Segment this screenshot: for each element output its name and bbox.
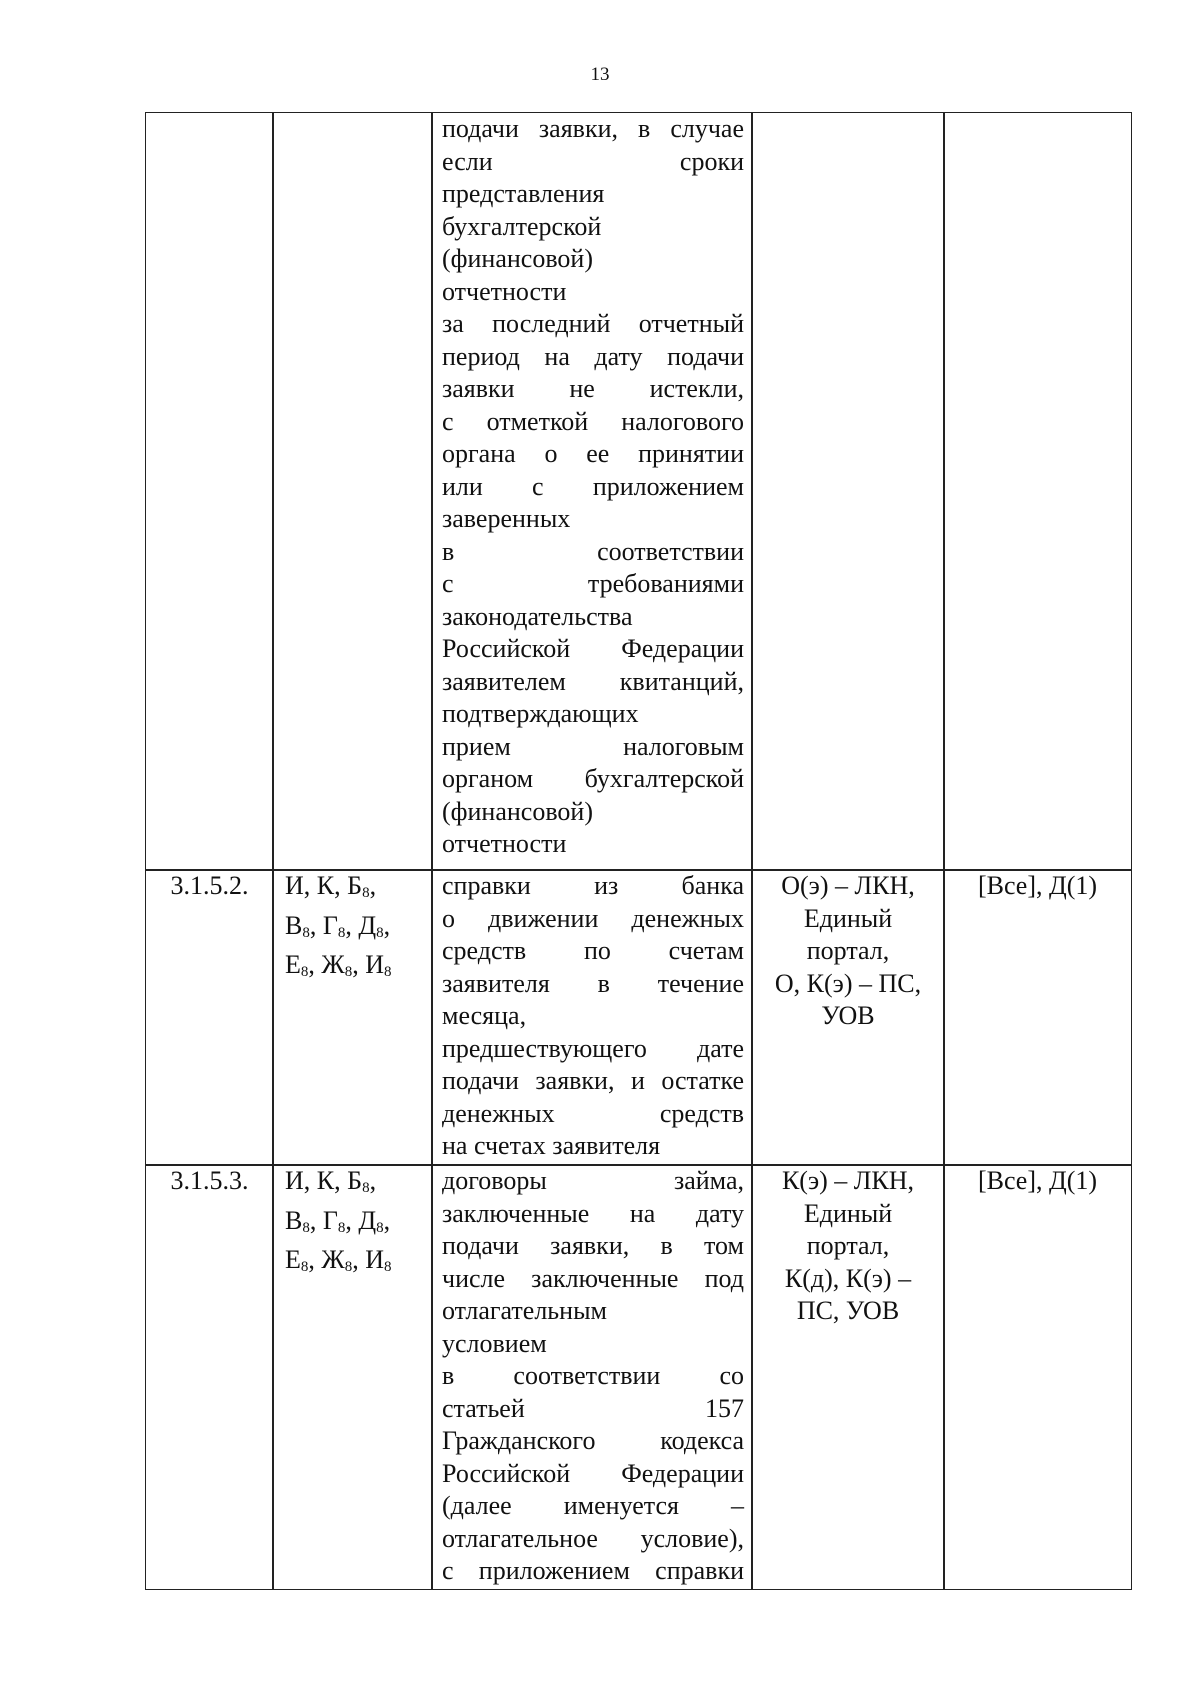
description-line: условием (442, 1328, 547, 1358)
submission-line: О(э) – ЛКН, (781, 871, 915, 900)
description-line: Российской Федерации (442, 1458, 744, 1488)
description-line: период на дату подачи (442, 341, 744, 371)
row-1-number-cell (145, 112, 274, 871)
description-line: (далее именуется – (442, 1491, 744, 1520)
code-text: , (383, 910, 391, 940)
code-subscript: 8 (337, 1219, 346, 1236)
description-line: Гражданского кодекса (442, 1426, 744, 1455)
code-text: , Ж (308, 1245, 345, 1274)
code-text: , Д (345, 910, 377, 940)
description-line: отлагательным (442, 1296, 607, 1325)
row-3-description-cell (431, 1164, 753, 1590)
row-2-description-cell (431, 869, 753, 1166)
submission-line: К(э) – ЛКН, (781, 1166, 915, 1195)
code-subscript: 8 (383, 964, 392, 980)
code-text: , И (352, 1245, 384, 1274)
description-line: отчетности (442, 829, 567, 858)
code-text: Е (285, 950, 301, 979)
codes-line (285, 1205, 424, 1245)
row-1-codes-cell (272, 112, 433, 871)
code-text: , Д (345, 1205, 377, 1235)
submission-line: портал, (806, 1231, 890, 1260)
code-subscript: 8 (344, 964, 353, 980)
submission-line: портал, (806, 936, 890, 965)
description-line: заявки не истекли, (442, 374, 744, 403)
code-text: , Г (309, 1205, 338, 1235)
submission-line: Единый (803, 1198, 893, 1228)
page-number: 13 (590, 64, 610, 85)
description-line: (финансовой) (442, 244, 593, 273)
row-2-submission-cell (751, 869, 945, 1166)
submission-line: ПС, УОВ (796, 1296, 900, 1325)
description-line: с отметкой налогового (442, 406, 744, 436)
codes-line (285, 870, 424, 910)
row-3-codes-cell (272, 1164, 433, 1590)
code-text: , (369, 871, 377, 900)
description-line: договоры займа, (442, 1166, 744, 1195)
row-1-submission-cell (751, 112, 945, 871)
code-text: В (285, 910, 303, 940)
row-3-submission-cell (751, 1164, 945, 1590)
description-line: подачи заявки, в том (442, 1231, 744, 1260)
row-2-access-cell: [Все], Д(1) (943, 869, 1132, 1166)
code-subscript: 8 (337, 924, 346, 941)
code-text: И, К, Б (285, 1166, 363, 1195)
description-line: заявителя в течение (442, 968, 744, 998)
description-line: органом бухгалтерской (442, 764, 744, 793)
description-line: денежных средств (442, 1098, 744, 1128)
codes-line (285, 1165, 424, 1205)
description-line: бухгалтерской (442, 211, 602, 241)
description-line: отчетности (442, 276, 567, 306)
description-line: на счетах заявителя (442, 1131, 661, 1160)
description-line: с приложением справки (442, 1556, 744, 1585)
description-line: представления (442, 179, 605, 208)
code-text: , И (352, 950, 384, 979)
description-line: законодательства (442, 601, 633, 631)
row-2-codes-cell (272, 869, 433, 1166)
code-subscript: 8 (302, 1219, 310, 1236)
code-subscript: 8 (344, 1259, 353, 1275)
description-line: за последний отчетный (442, 309, 744, 338)
description-line: в соответствии со (442, 1361, 744, 1390)
submission-line: К(д), К(э) – (784, 1263, 912, 1293)
row-1-access-cell (943, 112, 1132, 871)
description-line: заключенные на дату (442, 1198, 744, 1228)
description-line: (финансовой) (442, 796, 593, 826)
description-line: предшествующего дате (442, 1033, 744, 1063)
description-line: заверенных (442, 504, 571, 533)
description-line: в соответствии (442, 536, 744, 566)
description-line: подачи заявки, и остатке (442, 1066, 744, 1095)
code-subscript: 8 (362, 885, 370, 901)
row-2-number-cell: 3.1.5.2. (145, 869, 274, 1166)
description-line: подтверждающих (442, 699, 639, 728)
codes-line (285, 1244, 424, 1284)
code-subscript: 8 (300, 964, 309, 980)
description-line: если сроки (442, 146, 744, 176)
codes-line (285, 910, 424, 950)
description-line: с требованиями (442, 569, 744, 598)
code-subscript: 8 (376, 924, 384, 941)
codes-line (285, 949, 424, 989)
code-text: , (383, 1205, 391, 1235)
submission-line: УОВ (821, 1001, 875, 1030)
code-subscript: 8 (302, 924, 310, 941)
code-text: , Ж (308, 950, 345, 979)
description-line: справки из банка (442, 871, 744, 900)
description-line: статьей 157 (442, 1393, 744, 1423)
row-1-description-cell (431, 112, 753, 871)
description-line: средств по счетам (442, 936, 744, 965)
description-line: о движении денежных (442, 903, 744, 933)
code-text: , Г (309, 910, 338, 940)
submission-line: Единый (803, 903, 893, 933)
row-3-access-cell: [Все], Д(1) (943, 1164, 1132, 1590)
description-line: заявителем квитанций, (442, 666, 744, 696)
description-line: месяца, (442, 1001, 527, 1030)
code-text: , (369, 1166, 377, 1195)
code-subscript: 8 (300, 1259, 309, 1275)
code-text: В (285, 1205, 303, 1235)
description-line: или с приложением (442, 471, 744, 501)
description-line: отлагательное условие), (442, 1523, 744, 1553)
submission-line: О, К(э) – ПС, (774, 968, 922, 998)
description-line: прием налоговым (442, 731, 744, 761)
code-text: И, К, Б (285, 871, 363, 900)
description-line: подачи заявки, в случае (442, 114, 744, 143)
code-subscript: 8 (376, 1219, 384, 1236)
row-3-number-cell: 3.1.5.3. (145, 1164, 274, 1590)
code-text: Е (285, 1245, 301, 1274)
code-subscript: 8 (362, 1180, 370, 1196)
description-line: органа о ее принятии (442, 439, 744, 468)
code-subscript: 8 (383, 1259, 392, 1275)
description-line: числе заключенные под (442, 1263, 744, 1293)
description-line: Российской Федерации (442, 634, 744, 663)
